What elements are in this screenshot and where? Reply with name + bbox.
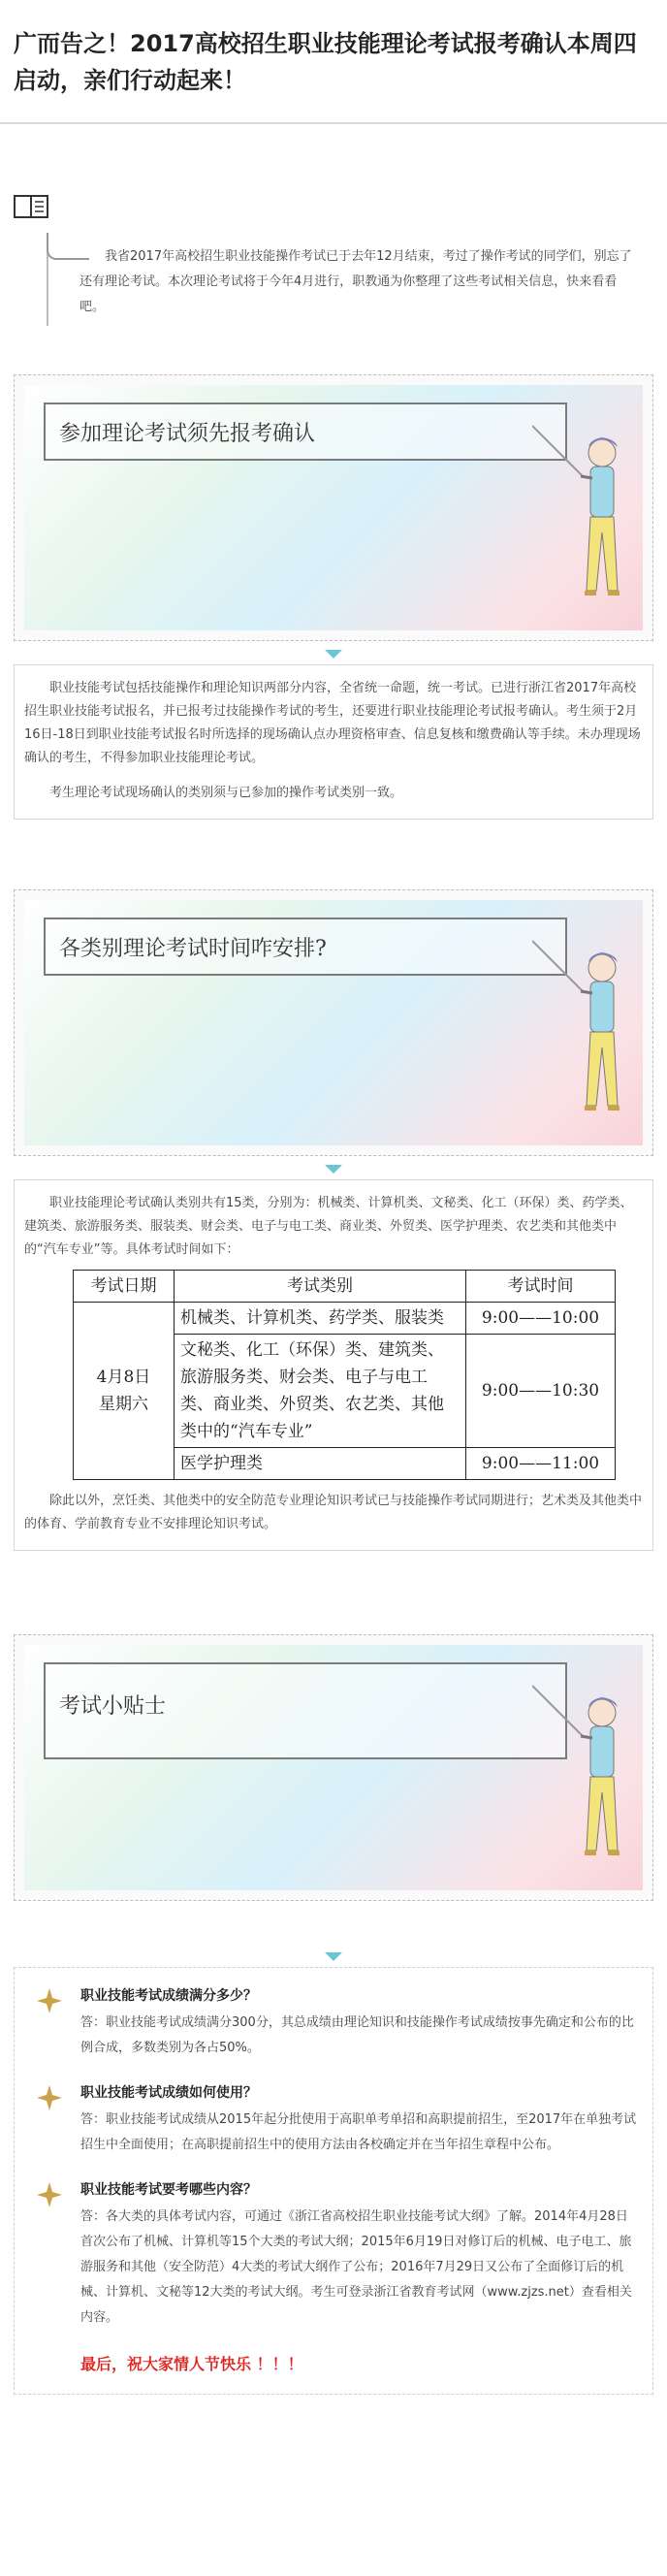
tip-question: 职业技能考试成绩满分多少？	[80, 1988, 257, 2004]
table-header-row	[74, 1271, 616, 1303]
exam-time: 9:00——11:00	[466, 1448, 616, 1480]
title-divider	[0, 122, 667, 124]
exam-time: 9:00——10:00	[466, 1303, 616, 1335]
intro-block	[25, 233, 653, 332]
exam-date: 4月8日 星期六	[74, 1303, 175, 1480]
table-header: 考试时间	[466, 1271, 616, 1303]
section-paragraph: 职业技能考试包括技能操作和理论知识两部分内容，全省统一命题，统一考试。已进行浙江省2017年高校招生职业技能考试报名，并已报考过技能操作考试的考生，还要进行职业技能理论考试报考确认。考生须于2月16日-18日到职业技能考试报名时所选择的现场确认点办理资格审查、信息复核和缴费确认等手续。未办理现场确认的考生，不得参加职业技能理论考试。	[24, 681, 641, 765]
teacher-illustration	[532, 912, 639, 1144]
down-arrow-icon	[325, 650, 342, 659]
down-arrow-icon	[325, 1165, 342, 1174]
section-heading-2: 各类别理论考试时间咋安排?	[44, 918, 567, 976]
tip-answer: 答：职业技能考试成绩从2015年起分批使用于高职单考单招和高职提前招生，至2017年在单独考试招生中全面使用；在高职提前招生中的使用方法由各校确定并在当年招生章程中公布。	[80, 2112, 637, 2152]
section-banner-1	[14, 374, 653, 641]
teacher-illustration	[532, 1657, 639, 1889]
exam-category: 机械类、计算机类、药学类、服装类	[175, 1303, 466, 1335]
exam-schedule-table	[73, 1270, 616, 1480]
closing-message: 最后，祝大家情人节快乐 ！！！	[80, 2355, 303, 2373]
exam-category: 医学护理类	[175, 1448, 466, 1480]
book-icon	[14, 194, 48, 219]
section-banner-2	[14, 889, 653, 1156]
table-header: 考试类别	[175, 1271, 466, 1303]
exam-category: 文秘类、化工（环保）类、建筑类、旅游服务类、财会类、电子与电工类、商业类、外贸类、农艺类、其他类中的“汽车专业”	[175, 1335, 466, 1448]
section-body-1	[14, 664, 653, 820]
section-heading-3: 考试小贴士	[44, 1662, 567, 1759]
tip-item	[28, 1985, 639, 2061]
section-banner-3	[14, 1634, 653, 1901]
tip-answer: 答：各大类的具体考试内容，可通过《浙江省高校招生职业技能考试大纲》了解。2014年4月28日首次公布了机械、计算机等15个大类的考试大纲；2015年6月19日对修订后的机械、电子电工、旅游服务和其他（安全防范）4大类的考试大纲作了公布；2016年7月29日又公布了全面修订后的机械、计算机、文秘等12大类的考试大纲。考生可登录浙江省教育考试网（www.zjzs.net）查看相关内容。	[80, 2209, 632, 2325]
section-body-2	[14, 1179, 653, 1551]
exam-time: 9:00——10:30	[466, 1335, 616, 1448]
intro-text: 我省2017年高校招生职业技能操作考试已于去年12月结束，考过了操作考试的同学们，别忘了还有理论考试。本次理论考试将于今年4月进行，职教通为你整理了这些考试相关信息，快来看看吧。	[79, 249, 632, 314]
tip-answer: 答：职业技能考试成绩满分300分，其总成绩由理论知识和技能操作考试成绩按事先确定和公布的比例合成，多数类别为各占50%。	[80, 2015, 634, 2055]
section-paragraph: 职业技能理论考试确认类别共有15类，分别为：机械类、计算机类、文秘类、化工（环保）类、药学类、建筑类、旅游服务类、服装类、财会类、电子与电工类、商业类、外贸类、医学护理类、农艺类和其他类中的“汽车专业”等。具体考试时间如下：	[24, 1196, 633, 1257]
star-icon	[36, 2181, 63, 2208]
tip-question: 职业技能考试要考哪些内容？	[80, 2182, 257, 2198]
section-paragraph: 考生理论考试现场确认的类别须与已参加的操作考试类别一致。	[49, 786, 403, 800]
teacher-illustration	[532, 397, 639, 629]
star-icon	[36, 1987, 63, 2014]
tip-item	[28, 2082, 639, 2158]
star-icon	[36, 2084, 63, 2111]
tips-box	[14, 1967, 653, 2395]
tip-question: 职业技能考试成绩如何使用？	[80, 2085, 257, 2101]
tip-item	[28, 2179, 639, 2331]
down-arrow-icon	[325, 1952, 342, 1961]
intro-bracket-corner	[47, 233, 89, 260]
table-header: 考试日期	[74, 1271, 175, 1303]
section-heading-1: 参加理论考试须先报考确认	[44, 402, 567, 461]
article-title: 广而告之！2017高校招生职业技能理论考试报考确认本周四启动，亲们行动起来！	[14, 30, 637, 94]
table-row	[74, 1303, 616, 1335]
section-paragraph: 除此以外，烹饪类、其他类中的安全防范专业理论知识考试已与技能操作考试同期进行；艺术类及其他类中的体育、学前教育专业不安排理论知识考试。	[24, 1494, 643, 1531]
